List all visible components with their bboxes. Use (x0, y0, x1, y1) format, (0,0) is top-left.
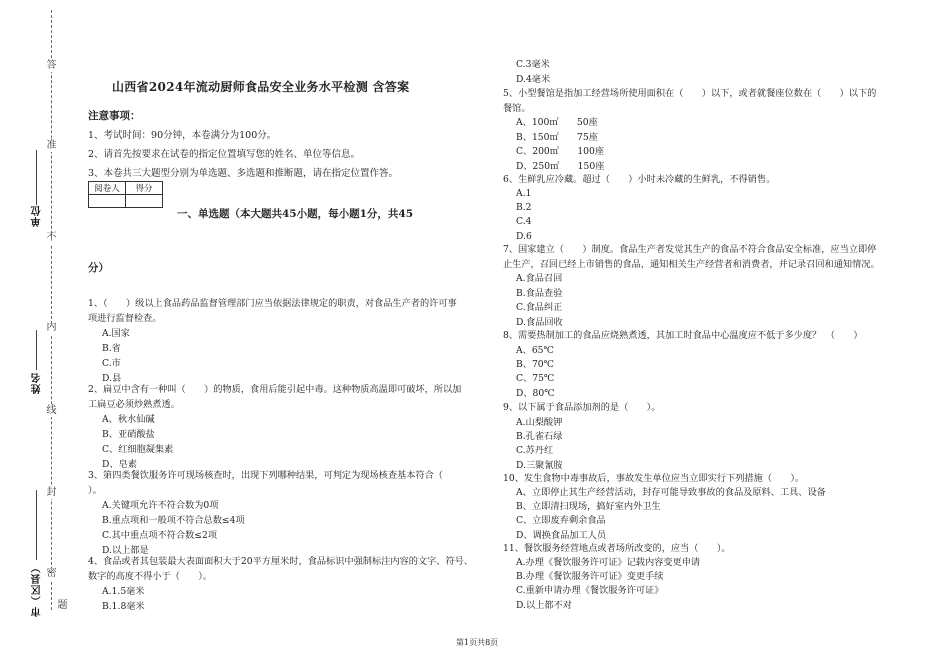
answer-option: D、80℃ (516, 387, 555, 399)
answer-option: B.重点项和一般项不符合总数≤4项 (102, 515, 245, 526)
seal-char: 准 (46, 140, 57, 151)
seal-char: 封 (46, 487, 57, 498)
name-field-line[interactable] (36, 330, 37, 370)
section-title: 一、单选题（本大题共45小题，每小题1分，共45 (177, 208, 414, 220)
notice-heading: 注意事项： (88, 110, 141, 122)
answer-option: C、红细胞凝集素 (102, 444, 174, 455)
answer-option: C、75℃ (516, 373, 555, 385)
notice-item: 1、考试时间：90分钟，本卷满分为100分。 (88, 130, 277, 141)
binding-margin (0, 0, 70, 671)
seal-char: 密 (46, 568, 57, 579)
question-text: 8、需要热制加工的食品应烧熟煮透，其加工时食品中心温度应不低于多少度？ （ ） (503, 330, 863, 341)
answer-option: A.办理《餐饮服务许可证》记载内容变更申请 (516, 557, 701, 568)
answer-option: D.4毫米 (516, 74, 551, 85)
answer-option: B、150㎡ 75座 (516, 131, 598, 143)
answer-option: B、亚硝酸盐 (102, 429, 155, 440)
answer-option: B.孔雀石绿 (516, 431, 563, 443)
seal-dashed-line (51, 10, 52, 610)
answer-option: C.3毫米 (516, 59, 550, 70)
answer-option: D.以上都不对 (516, 599, 572, 611)
score-input-cell[interactable] (126, 195, 163, 208)
seal-char: 题 (57, 600, 68, 611)
answer-option: C.市 (102, 358, 121, 369)
question-text: 1、（ ）级以上食品药品监督管理部门应当依据法律规定的职责，对食品生产者的许可事 (88, 298, 457, 309)
answer-option: D、皂素 (102, 459, 137, 470)
notice-item: 3、本卷共三大题型分别为单选题、多选题和推断题，请在指定位置作答。 (88, 168, 399, 179)
question-text: 5、小型餐馆是指加工经营场所使用面积在（ ）以下，或者就餐座位数在（ ）以下的 (503, 88, 877, 99)
answer-option: D.三聚氰胺 (516, 459, 563, 471)
answer-option: A.1 (516, 188, 532, 199)
answer-option: C.其中重点项不符合数≤2项 (102, 530, 218, 541)
district-field-line[interactable] (36, 490, 37, 560)
question-text: 2、扁豆中含有一种叫（ ）的物质，食用后能引起中毒。这种物质高温即可破坏，所以加 (88, 384, 462, 395)
answer-option: D、250㎡ 150座 (516, 160, 605, 172)
answer-option: C、立即废弃剩余食品 (516, 515, 606, 527)
reviewer-input-cell[interactable] (89, 195, 126, 208)
answer-option: C.食品纠正 (516, 302, 563, 313)
question-text: 6、生鲜乳应冷藏。超过（ ）小时未冷藏的生鲜乳，不得销售。 (503, 174, 776, 185)
answer-option: B.办理《餐饮服务许可证》变更手续 (516, 571, 664, 583)
answer-option: A.1.5毫米 (102, 586, 145, 597)
score-label: 得分 (126, 182, 163, 195)
answer-option: C.苏丹红 (516, 445, 554, 457)
exam-title: 山西省2024年流动厨师食品安全业务水平检测 含答案 (112, 80, 410, 94)
answer-option: C、200㎡ 100座 (516, 146, 605, 157)
answer-option: C.重新申请办理《餐饮服务许可证》 (516, 585, 664, 597)
question-text: 9、以下属于食品添加剂的是（ ）。 (503, 402, 661, 413)
answer-option: D.食品回收 (516, 316, 563, 328)
section-title-cont: 分） (88, 262, 109, 274)
answer-option: B.2 (516, 202, 532, 214)
answer-option: D.6 (516, 230, 532, 242)
answer-option: D.以上都是 (102, 545, 149, 556)
answer-option: A、立即停止其生产经营活动，封存可能导致事故的食品及原料、工具、设备 (516, 487, 826, 498)
answer-option: B、70℃ (516, 359, 554, 371)
score-box (88, 181, 163, 208)
answer-option: A.山梨酸钾 (516, 417, 563, 428)
unit-field-label: 单位 (32, 205, 43, 227)
district-field-label: 市（区县） (32, 562, 43, 617)
answer-option: A、65℃ (516, 345, 554, 356)
question-text: 7、国家建立（ ）制度。食品生产者发觉其生产的食品不符合食品安全标准，应当立即停 (503, 244, 877, 255)
answer-option: A、100㎡ 50座 (516, 117, 598, 128)
answer-option: D.县 (102, 373, 122, 384)
page-footer: 第1页共8页 (456, 638, 499, 647)
answer-option: A.食品召回 (516, 273, 563, 284)
notice-item: 2、请首先按要求在试卷的指定位置填写您的姓名、单位等信息。 (88, 149, 361, 160)
answer-option: C.4 (516, 216, 532, 228)
question-text: 项进行监督检查。 (88, 313, 162, 324)
question-text: 4、食品或者其包装最大表面面积大于20平方厘米时，食品标识中强制标注内容的文字、符号、 (88, 556, 474, 567)
answer-option: B.1.8毫米 (102, 601, 145, 612)
question-text: 3、第四类餐饮服务许可现场核查时，出现下列哪种结果，可判定为现场核查基本符合（ (88, 470, 443, 481)
question-text: 数字的高度不得小于（ ）。 (88, 571, 213, 582)
unit-field-line[interactable] (36, 150, 37, 205)
question-text: 11、餐饮服务经营地点或者场所改变的，应当（ ）。 (503, 543, 731, 554)
question-text: 餐馆。 (503, 103, 531, 114)
answer-option: B、立即清扫现场，搞好室内外卫生 (516, 501, 661, 513)
question-text: 止生产，召回已经上市销售的食品，通知相关生产经营者和消费者，并记录召回和通知情况。 (503, 259, 880, 270)
answer-option: B.省 (102, 343, 121, 354)
name-field-label: 姓名 (32, 372, 43, 394)
seal-char: 不 (46, 232, 57, 243)
reviewer-label: 阅卷人 (89, 182, 126, 195)
seal-char: 答 (46, 60, 57, 71)
answer-option: B.食品查验 (516, 287, 563, 299)
answer-option: A.关键项允许不符合数为0项 (102, 500, 219, 511)
answer-option: A.国家 (102, 328, 130, 339)
answer-option: A、秋水仙碱 (102, 414, 155, 425)
question-text: 工扁豆必须炒熟煮透。 (88, 399, 180, 410)
question-text: ）。 (88, 485, 102, 496)
answer-option: D、调换食品加工人员 (516, 529, 607, 541)
question-text: 10、发生食物中毒事故后，事故发生单位应当立即实行下列措施（ ）。 (503, 473, 805, 484)
seal-char: 内 (46, 322, 57, 333)
seal-char: 线 (46, 405, 57, 416)
